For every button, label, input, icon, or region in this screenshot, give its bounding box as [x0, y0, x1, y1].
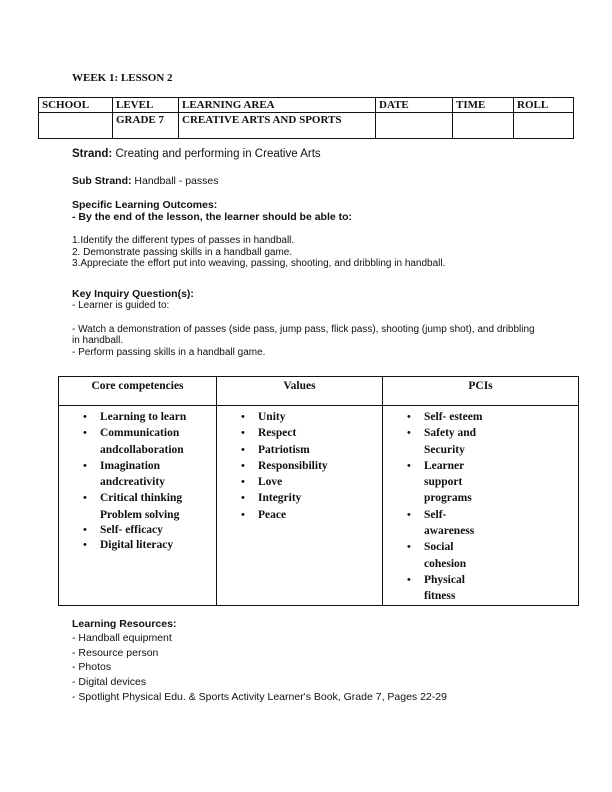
- list-item: • Unity: [258, 409, 382, 425]
- bullet-icon: •: [407, 411, 411, 423]
- bullet-icon: •: [241, 411, 245, 423]
- bullet-icon: •: [407, 541, 411, 554]
- bullet-icon: •: [83, 524, 87, 537]
- list-item: • Digital literacy: [100, 537, 200, 553]
- bullet-icon: •: [241, 476, 245, 489]
- bullet-icon: •: [83, 459, 87, 472]
- competencies-header-row: [59, 377, 579, 406]
- list-item: • Respect: [258, 425, 382, 441]
- bullet-icon: •: [241, 427, 245, 440]
- level-header: LEVEL: [113, 98, 179, 113]
- list-item: • Safety and Security: [407, 427, 477, 456]
- time-header: TIME: [453, 98, 514, 113]
- strand-value: Creating and performing in Creative Arts: [115, 148, 321, 160]
- header-row: [39, 98, 574, 113]
- bullet-icon: •: [241, 508, 245, 521]
- resource-item: - Digital devices: [72, 676, 147, 689]
- lesson-header-table: [38, 97, 574, 139]
- list-item: • Learning to learn: [100, 409, 200, 425]
- list-item: • Imagination andcreativity: [83, 459, 165, 489]
- roll-header: ROLL: [514, 98, 574, 113]
- core-competencies-header: Core competencies: [59, 377, 217, 406]
- outcome-item: 2. Demonstrate passing skills in a handball game.: [72, 246, 293, 258]
- outcomes-title: Specific Learning Outcomes:: [72, 199, 218, 211]
- lesson-title: WEEK 1: LESSON 2: [72, 72, 173, 84]
- strand-line: [72, 148, 321, 161]
- learning-area-value: CREATIVE ARTS AND SPORTS: [179, 113, 376, 139]
- outcomes-intro: - By the end of the lesson, the learner should be able to:: [72, 211, 353, 223]
- sub-strand-line: [72, 175, 218, 188]
- resource-item: - Resource person: [72, 646, 159, 659]
- resource-item: - Spotlight Physical Edu. & Sports Activity Learner's Book, Grade 7, Pages 22-29: [72, 690, 447, 703]
- bullet-icon: •: [407, 427, 411, 440]
- bullet-icon: •: [83, 492, 87, 505]
- bullet-icon: •: [407, 459, 411, 472]
- bullet-icon: •: [241, 492, 245, 505]
- resource-item: - Handball equipment: [72, 632, 172, 644]
- bullet-icon: •: [83, 411, 87, 423]
- learning-area-header: LEARNING AREA: [179, 98, 376, 113]
- sub-strand-label: Sub Strand:: [72, 175, 132, 187]
- inquiry-title: Key Inquiry Question(s):: [72, 288, 194, 300]
- list-item: • Patriotism: [258, 442, 382, 458]
- list-item: • Critical thinking Problem solving: [83, 492, 183, 521]
- inquiry-item: - Perform passing skills in a handball game.: [72, 346, 266, 358]
- values-cell: [217, 406, 383, 606]
- bullet-icon: •: [83, 427, 87, 440]
- bullet-icon: •: [83, 539, 87, 552]
- list-item: • Integrity: [258, 490, 382, 506]
- inquiry-section: [72, 288, 542, 358]
- inquiry-list: [72, 324, 542, 359]
- list-item: • Social cohesion: [407, 541, 467, 570]
- school-header: SCHOOL: [39, 98, 113, 113]
- core-competencies-list: [59, 409, 200, 553]
- inquiry-item: - Watch a demonstration of passes (side pass, jump pass, flick pass), shooting (jump shot), and dribbling in handball.: [72, 323, 535, 346]
- outcome-item: 1.Identify the different types of passes in handball.: [72, 235, 295, 246]
- pcis-cell: [383, 406, 579, 606]
- outcomes-section: [72, 200, 552, 270]
- list-item: • Self- awareness: [407, 508, 475, 538]
- core-competencies-cell: [59, 406, 217, 606]
- list-item: • Self- esteem: [424, 409, 494, 425]
- sub-strand-value: Handball - passes: [134, 175, 219, 187]
- bullet-icon: •: [241, 443, 245, 456]
- list-item: • Responsibility: [258, 458, 382, 474]
- pcis-header: PCIs: [383, 377, 579, 406]
- resources-title: Learning Resources:: [72, 618, 177, 630]
- date-value: [376, 113, 453, 139]
- bullet-icon: •: [241, 459, 245, 472]
- inquiry-intro: - Learner is guided to:: [72, 300, 170, 311]
- list-item: • Peace: [258, 507, 382, 523]
- bullet-icon: •: [407, 573, 411, 586]
- outcome-item: 3.Appreciate the effort put into weaving, passing, shooting, and dribbling in handball.: [72, 258, 446, 269]
- list-item: • Learner support programs: [407, 459, 472, 505]
- list-item: • Physical fitness: [407, 573, 465, 603]
- roll-value: [514, 113, 574, 139]
- list-item: • Love: [258, 474, 382, 490]
- pcis-list: [383, 409, 494, 605]
- time-value: [453, 113, 514, 139]
- competencies-body-row: [59, 406, 579, 606]
- school-value: [39, 113, 113, 139]
- strand-label: Strand:: [72, 148, 113, 160]
- list-item: • Communication andcollaboration: [83, 427, 184, 456]
- bullet-icon: •: [407, 508, 411, 521]
- resource-item: - Photos: [72, 661, 112, 674]
- value-row: [39, 113, 574, 139]
- level-value: GRADE 7: [113, 113, 179, 139]
- date-header: DATE: [376, 98, 453, 113]
- list-item: • Self- efficacy: [83, 524, 163, 537]
- values-header: Values: [217, 377, 383, 406]
- competencies-table: [58, 376, 579, 606]
- outcomes-list: [72, 235, 552, 270]
- resources-section: [72, 617, 447, 705]
- resources-list: [72, 631, 447, 705]
- values-list: [217, 409, 382, 523]
